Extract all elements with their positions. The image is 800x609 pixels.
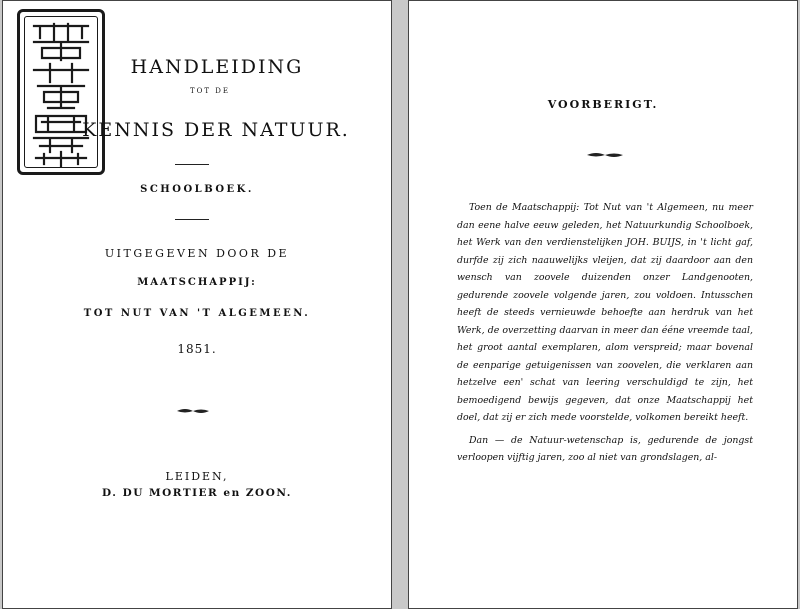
- fleuron-ornament: [585, 151, 625, 159]
- divider-rule: [175, 219, 209, 220]
- preface-paragraph: Dan — de Natuur-wetenschap is, gedurende de jongst verloopen vijftig jaren, zoo al niet van grondslagen, al-: [457, 434, 753, 463]
- society-name-line-2: TOT NUT VAN 'T ALGEMEEN.: [83, 308, 311, 319]
- book-subtitle: KENNIS DER NATUUR.: [82, 119, 350, 141]
- imprint-city: LEIDEN,: [165, 470, 229, 483]
- left-page: [2, 0, 392, 609]
- publication-year: 1851.: [177, 342, 217, 356]
- preface-body: [457, 199, 753, 472]
- book-genre: SCHOOLBOEK.: [140, 184, 254, 195]
- imprint-publisher: D. DU MORTIER en ZOON.: [102, 487, 292, 499]
- right-page: [408, 0, 798, 609]
- published-by-line: UITGEGEVEN DOOR DE: [104, 247, 290, 260]
- preface-paragraph: Toen de Maatschappij: Tot Nut van 't Algemeen, nu meer dan eene halve eeuw geleden, het Natuurkundig Schoolboek, het Werk van den verdienstelijken JOH. BUIJS, in 't licht gaf, durfde zij zich naauwelijks vleijen, dat zij daardoor aan den wensch van zoovele duizenden onzer Landgenooten, gedurende zoovele volgende jaren, zou voldoen. Intusschen heeft de steeds vernieuwde behoefte aan herdruk van het Werk, de overzetting daarvan in meer dan ééne vreemde taal, het groot aantal exemplaren, alom verspreid; maar bovenal de eenparige getuigenissen van zoovelen, die verklaren aan hetzelve een' schat van leering verschuldigd te zijn, het bemoedigend bewijs gegeven, dat onze Maatschappij het doel, dat zij er zich mede voorstelde, volkomen bereikt heeft.: [457, 202, 753, 423]
- book-title: HANDLEIDING: [130, 56, 304, 78]
- society-name-line-1: MAATSCHAPPIJ:: [137, 277, 257, 288]
- title-connector: TOT DE: [189, 87, 231, 95]
- fleuron-ornament: [175, 407, 211, 415]
- divider-rule: [175, 164, 209, 165]
- preface-heading: VOORBERIGT.: [547, 98, 659, 111]
